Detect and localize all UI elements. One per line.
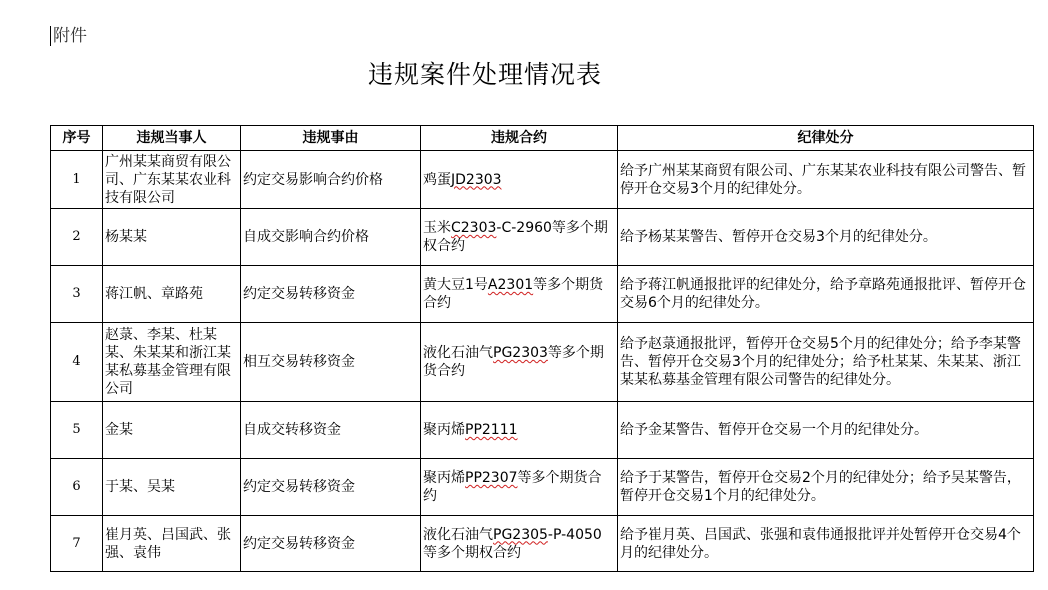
table-row [51, 402, 1034, 459]
reason-cell: 约定交易转移资金 [241, 516, 421, 572]
table-row [51, 209, 1034, 266]
contract-code: PP2307 [465, 470, 518, 486]
reason-cell: 约定交易影响合约价格 [241, 151, 421, 209]
contract-prefix: 鸡蛋 [423, 171, 451, 188]
contract-prefix: 黄大豆1号 [423, 277, 488, 293]
contract-cell [421, 151, 618, 209]
party-cell: 于某、吴某 [103, 459, 241, 516]
contract-cell [421, 266, 618, 323]
contract-code: A2301 [487, 277, 534, 293]
penalty-cell: 给予崔月英、吕国武、张强和袁伟通报批评并处暂停开仓交易4个月的纪律处分。 [618, 516, 1034, 572]
party-cell: 崔月英、吕国武、张强、袁伟 [103, 516, 241, 572]
penalty-cell: 给予蒋江帆通报批评的纪律处分，给予章路苑通报批评、暂停开仓交易6个月的纪律处分。 [618, 266, 1034, 323]
table-header-row [51, 126, 1034, 151]
table-row [51, 266, 1034, 323]
contract-code: PG2303 [493, 345, 548, 361]
penalty-cell: 给予于某警告，暂停开仓交易2个月的纪律处分；给予吴某警告，暂停开仓交易1个月的纪律处分。 [618, 459, 1034, 516]
reason-cell: 约定交易转移资金 [241, 459, 421, 516]
row-number: 4 [51, 323, 103, 402]
contract-code: JD2303 [451, 171, 502, 188]
party-cell: 广州某某商贸有限公司、广东某某农业科技有限公司 [103, 151, 241, 209]
party-cell: 杨某某 [103, 209, 241, 266]
contract-prefix: 玉米 [423, 220, 451, 236]
reason-cell: 相互交易转移资金 [241, 323, 421, 402]
column-header-no: 序号 [51, 126, 103, 151]
penalty-cell: 给予赵菉通报批评，暂停开仓交易5个月的纪律处分；给予李某警告、暂停开仓交易3个月的纪律处分；给予杜某某、朱某某、浙江某某私募基金管理有限公司警告的纪律处分。 [618, 323, 1034, 402]
contract-cell [421, 209, 618, 266]
reason-cell: 自成交影响合约价格 [241, 209, 421, 266]
column-header-party: 违规当事人 [103, 126, 241, 151]
party-cell: 赵菉、李某、杜某某、朱某某和浙江某某私募基金管理有限公司 [103, 323, 241, 402]
column-header-contract: 违规合约 [421, 126, 618, 151]
contract-suffix: 等多个期货合约 [423, 277, 604, 311]
contract-suffix: 等多个期货合约 [423, 345, 604, 379]
row-number: 7 [51, 516, 103, 572]
contract-prefix: 液化石油气 [423, 345, 493, 361]
party-cell: 金某 [103, 402, 241, 459]
page-title: 违规案件处理情况表 [367, 60, 602, 89]
contract-code: PP2111 [465, 422, 518, 438]
reason-cell: 约定交易转移资金 [241, 266, 421, 323]
row-number: 5 [51, 402, 103, 459]
contract-cell [421, 459, 618, 516]
row-number: 2 [51, 209, 103, 266]
contract-code: C2303 [451, 220, 497, 236]
contract-prefix: 聚丙烯 [423, 470, 465, 486]
row-number: 6 [51, 459, 103, 516]
contract-cell [421, 516, 618, 572]
penalty-cell: 给予广州某某商贸有限公司、广东某某农业科技有限公司警告、暂停开仓交易3个月的纪律处分。 [618, 151, 1034, 209]
contract-suffix: -P-4050等多个期权合约 [423, 526, 602, 561]
column-header-penalty: 纪律处分 [618, 126, 1034, 151]
row-number: 3 [51, 266, 103, 323]
table-row [51, 151, 1034, 209]
reason-cell: 自成交转移资金 [241, 402, 421, 459]
contract-suffix: -C-2960等多个期权合约 [423, 220, 608, 254]
penalty-cell: 给予金某警告、暂停开仓交易一个月的纪律处分。 [618, 402, 1034, 459]
penalty-cell: 给予杨某某警告、暂停开仓交易3个月的纪律处分。 [618, 209, 1034, 266]
contract-prefix: 聚丙烯 [423, 422, 465, 438]
table-row [51, 459, 1034, 516]
row-number: 1 [51, 151, 103, 209]
column-header-reason: 违规事由 [241, 126, 421, 151]
party-cell: 蒋江帆、章路苑 [103, 266, 241, 323]
contract-code: PG2305 [493, 526, 548, 543]
contract-suffix: 等多个期货合约 [423, 470, 602, 504]
contract-prefix: 液化石油气 [423, 526, 493, 543]
contract-cell [421, 323, 618, 402]
contract-cell [421, 402, 618, 459]
table-row [51, 516, 1034, 572]
table-row [51, 323, 1034, 402]
attachment-label: 附件 [50, 26, 87, 46]
violation-cases-table [50, 125, 1034, 572]
